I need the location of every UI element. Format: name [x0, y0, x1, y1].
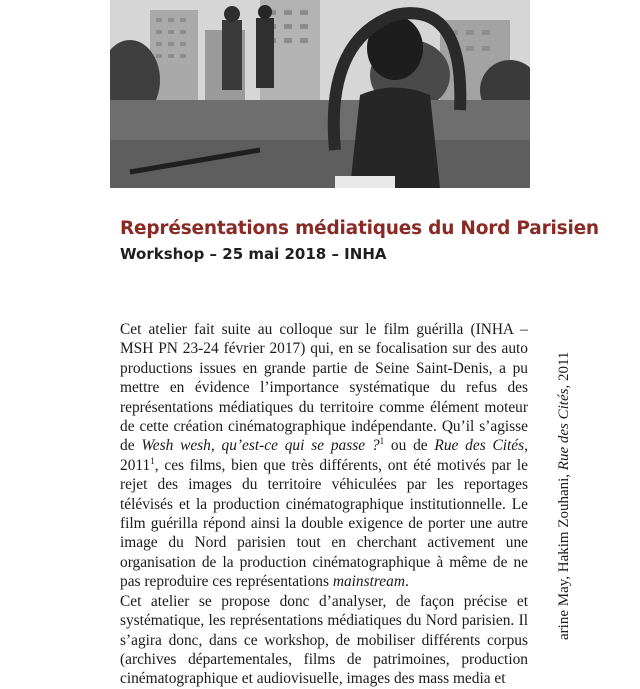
event-subtitle: Workshop – 25 mai 2018 – INHA	[120, 245, 387, 263]
footnote-marker: 1	[150, 455, 155, 466]
header-photo	[110, 0, 530, 188]
body-text	[120, 320, 528, 689]
photo-illustration	[110, 0, 530, 188]
film-title-rue-des-cites: Rue des Cités	[434, 437, 525, 455]
footnote-marker: 1	[379, 436, 385, 447]
mainstream-word: mainstream	[332, 573, 405, 591]
photo-credit: arine May, Hakim Zouhani, Rue des Cités, 2011	[556, 351, 572, 640]
page-title: Représentations médiatiques du Nord Parisien	[120, 218, 599, 239]
second-paragraph: Cet atelier se propose donc d’analyser, de façon précise et systématique, les représentations médiatiques du Nord parisien. Il s’agira donc, dans ce workshop, de mobiliser différents corpus (archives départementales, films de patrimoines, production cinématographique et audiovisuelle, images des mass media et	[120, 592, 528, 688]
intro-paragraph: Cet atelier fait suite au colloque sur le film guérilla (INHA – MSH PN 23-24 février 2017) qui, en se focalisation sur des auto productions issues en grande partie de Seine Saint-Denis, a pu mettre en évidence l’importance systématique du refus des représentations médiatiques du territoire comme élément moteur de cette création cinématographique indépendante. Qu’il s’agisse de Wesh wesh, qu’est-ce qui se passe ?$^1$ ou de Rue des Cités, 2011$^1$, ces films, bien que très différents, ont été motivés par le rejet des images du territoire véhiculées par les reportages télévisés et la production cinématographique institutionnelle. Le film guérilla répond ainsi la double exigence de porter une autre image du Nord parisien tout en cherchant activement une organisation de la production cinématographique à même de ne pas reproduire ces représentations mainstream.	[120, 321, 528, 591]
film-title-wesh-wesh: Wesh wesh, qu’est-ce qui se passe ?	[141, 437, 380, 455]
